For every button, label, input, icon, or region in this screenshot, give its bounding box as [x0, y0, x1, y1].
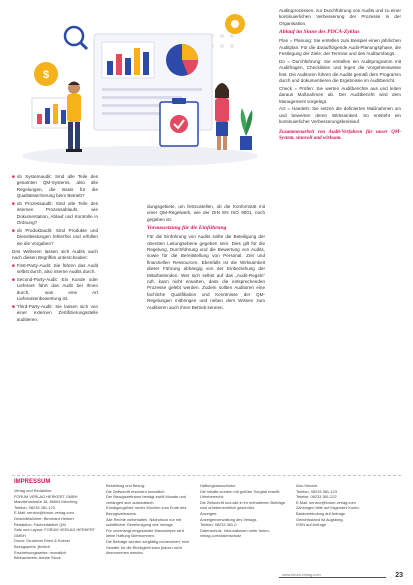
imp4-line: Gerichtsstand ist Augsburg. [296, 516, 344, 522]
impressum-separator [12, 475, 401, 476]
imp1-line: Bezugspreis: jährlich [14, 543, 50, 549]
footer-url: www.forum-verlag.com [282, 573, 321, 577]
impressum-col-2 [106, 483, 192, 556]
dollar-coin-icon [34, 62, 58, 86]
bullet-process-audit: ob Prozessaudit: Sind alle Teile des internen Prozessablaufs, wie Dokumentation, Ablauf und Kontrolle in Ordnung? [16, 201, 98, 226]
imp2-line: Bestellung und Bezug: [106, 483, 145, 488]
imp4-line: Abo-Service: [296, 483, 319, 488]
page-footer [0, 572, 413, 585]
imp3-line: Anzeigenverwaltung des Verlags [200, 516, 257, 522]
impressum-col-3 [200, 483, 288, 539]
imp4-line: Telefax: 08233 381-222 [296, 494, 337, 500]
imp1-line: E-Mail: service@forum-verlag.com [14, 510, 74, 516]
imp3-line: Datenschutz: Informationen unter forum-verlag.com/datenschutz [200, 527, 270, 539]
imp1-line: FORUM VERLAG HERKERT GMBH [14, 493, 78, 499]
col3-para-do: Do = Durchführung: Sie erstellen ein Auditprogramm mit Auditfragen, Checklisten und legen die Vorgehensweise fest. Die Auditoren führen die Audits gemäß dem Programm durch und dokumentieren die Ergebnisse im Auditbericht. [279, 58, 401, 84]
imp4-line: E-Mail: service@forum-verlag.com [296, 499, 356, 505]
imp2-line: Für unverlangt eingesandte Manuskripte wird keine Haftung übernommen. [106, 527, 184, 539]
svg-text:$: $ [42, 69, 50, 81]
bullet-third-party: Third-Party-Audit: Sie lassen sich von einer externen Zertifizierungsstelle auditieren. [16, 304, 98, 322]
imp1-line: Mandichostraße 18, 86504 Merching [14, 499, 78, 505]
gear-icon [225, 14, 245, 34]
bullet-product-audit: ob Produktaudit: Sind Produkte und Dienstleistungen fehlerfrei und erfüllen sie die Vorgaben? [16, 228, 98, 246]
imp1-line: Bildnachweis: Adobe Stock [14, 555, 61, 561]
imp3-line: Telefon: 08233 381-0 [200, 522, 237, 528]
page-number: 23 [395, 572, 403, 579]
imp2-line: Kündigungsfrist: sechs Wochen zum Ende des Bezugszeitraums. [106, 505, 187, 516]
col3-para-plan: Plan = Planung: Sie erstellen zum Beispiel einen jährlichen Auditplan. Für die darauffolgende Audit-Planungsphase, die Festlegung der Ziele, der Termine und des Auditumfangs. [279, 38, 401, 57]
imp1-line: Geschäftsführer: Bernhard Herkert [14, 515, 74, 521]
clipboard-icon [160, 98, 198, 146]
col2-para-2: Für die Einführung von Audits sollte die Beteiligung der obersten Leitungsebene gegeben sein. Dies gilt für die Regelung, Durchführung und die Bewertung von Audits, sowie für die Bereitstellung von Personal, Zeit und finanziellen Ressourcen. Ebenfalls ist die Wirksamkeit dieser Führung abhängig von der Einbeziehung der Mitarbeitenden. Wer sich selbst auf das „Audit-Regeln“ ruft, kann nicht erwarten, dass die entsprechenden Prozesse gelebt werden. Zudem sollten Auditoren eine fachliche Qualifikation und Kenntnisse der QM-Regelungen mitbringen und neben dem Wissen zum Auditieren auch ihren Betrieb kennen. [147, 234, 265, 310]
impressum-col-4 [296, 483, 400, 528]
bullet-first-party: First-Party-Audit: Sie führen das Audit selbst durch, also interne Audits durch. [16, 262, 98, 275]
imp1-line: Redaktion: Fachredaktion QM [14, 521, 66, 527]
imp4-line: Bankverbindung auf Anfrage [296, 510, 346, 516]
imp3-line: Die Inhalte wurden mit größter Sorgfalt erstellt. [200, 488, 281, 494]
imp1-line: Druck: Druckerei Eberl & Koesel [14, 538, 70, 544]
bar-chart-icon [32, 98, 72, 128]
imp1-line: Verlag und Redaktion: [14, 488, 53, 493]
col3-para-check: Check = Prüfen: Sie werten Auditberichte aus und leiten daraus Maßnahmen ab. Der Auditbericht wird dem Management vorgelegt. [279, 85, 401, 104]
imp4-line: Zahlungen bitte auf folgendes Konto: [296, 505, 360, 511]
footer-rule [279, 577, 386, 578]
column-1: ■ ob Systemaudit: Sind alle Teile des gesamten QM-Systems, also alle Regelungen, die Basis für die Qualitätssicherung beim Betrieb? ■ ob Prozessaudit: Sind alle Teile des internen Prozessablaufs, wie Dokumentation, Ablauf und Kontrolle in Ordnung? ■ ob Produktaudit: Sind Produkte und Dienstleistungen fehlerfrei und erfüllen sie die Vorgaben? Des Weiteren lassen sich Audits auch nach diesen Begriffen unterscheiden: ■ First-Party-Audit: Sie führen das Audit selbst durch, also interne Audits durch. ■ Second-Party-Audit: Ein Kunde oder Lieferant führt das Audit bei Ihnen durch, was eine Art Lieferantenbewertung ist. ■ Third-Party-Audit: Sie lassen sich von einer externen Zertifizierungsstelle auditieren. [12, 174, 98, 322]
imp3-line: Die Zeitschrift und alle in ihr enthaltenen Beiträge sind urheberrechtlich geschützt. [200, 499, 285, 511]
audit-illustration [12, 6, 268, 170]
imp2-line: Die Beiträge wurden sorgfältig recherchiert, eine Gewähr für die Richtigkeit kann jedoch nicht übernommen werden. [106, 538, 190, 556]
imp1-line: Telefon: 08233 381-123 [14, 504, 55, 510]
col3-para-act: Act = Handeln: Sie setzen die definierten Maßnahmen um und bewerten deren Wirksamkeit. So entsteht ein kontinuierlicher Verbesserungskreislauf. [279, 106, 401, 125]
impressum-col-1 [14, 488, 98, 561]
column-3 [279, 8, 401, 145]
imp2-line: Der Bezugszeitraum beträgt zwölf Monate und verlängert sich automatisch. [106, 494, 187, 505]
imp1-line: Satz und Layout: FORUM VERLAG HERKERT GMBH [14, 527, 95, 538]
imp3-line: Urheberrecht: [200, 494, 224, 500]
imp1-line: Erscheinungsweise: monatlich [14, 549, 67, 555]
impressum-title: IMPRESSUM [14, 479, 51, 485]
bullet-second-party: Second-Party-Audit: Ein Kunde oder Lieferant führt das Audit bei Ihnen durch, was eine Art Lieferantenbewertung ist. [16, 277, 98, 302]
col3-para-1: Audituprozessen, zur Durchführung von Audits und zu einer kontinuierlichen Verbesserung der Prozesse in der Organisation. [279, 8, 401, 26]
imp2-line: Alle Rechte vorbehalten. Nachdruck nur mit schriftlicher Genehmigung des Verlags. [106, 516, 182, 528]
heading-voraussetzung: Voraussetzung für die Einführung [147, 225, 227, 232]
col2-para-1: dungsgebiete, um festzustellen, ob die Konformität mit einer QM-Regelwerk, wie der DIN EN ISO 9001, noch gegeben ist. [147, 204, 265, 222]
imp2-line: Die Zeitschrift erscheint monatlich. [106, 488, 166, 494]
imp4-line: Telefon: 08233 381-123 [296, 488, 337, 494]
heading-pdca: Ablauf im Sinne des PDCA-Zyklus [279, 29, 360, 36]
col1-mid-text: Des Weiteren lassen sich Audits auch nach diesen Begriffen unterscheiden: [12, 248, 98, 261]
imp4-line: ISSN auf Anfrage [296, 522, 327, 528]
bullet-system-audit: ob Systemaudit: Sind alle Teile des gesamten QM-Systems, also alle Regelungen, die Basis für die Qualitätssicherung beim Betrieb? [16, 174, 98, 199]
column-2 [147, 204, 265, 312]
pull-quote: Zusammenarbeit von Audit-Verfahren für unser QM-System, sinnvoll und wirksam. [279, 129, 401, 142]
imp3-line: Haftungsausschluss: [200, 483, 236, 488]
imp3-line: Anzeigen: [200, 510, 218, 516]
